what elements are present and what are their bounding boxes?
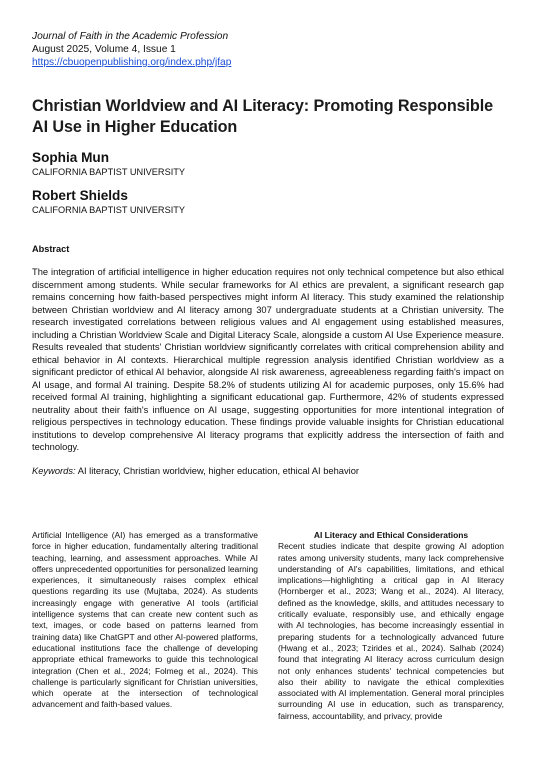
right-column: [278, 530, 504, 722]
abstract-text: The integration of artificial intelligence in higher education requires not only technical competence but also ethical discernment among students. While secular frameworks for AI ethics are prevalent, a significant research gap remains concerning how faith-based perspectives might inform AI literacy. This study examined the relationship between Christian worldview and AI literacy among 307 undergraduate students at a Christian university. The research investigated correlations between religious values and AI engagement using established measures, including a Christian Worldview Scale and Digital Literacy Scale, alongside a custom AI Use Experience measure. Results revealed that students' Christian worldview significantly correlates with critical comprehension ability and ethical behavior in AI contexts. Hierarchical multiple regression analysis identified Christian worldview as a significant predictor of ethical AI behavior, alongside AI risk awareness, agreeableness regarding faith's impact on AI usage, and formal AI training. Despite 58.2% of students utilizing AI for academic purposes, only 15.6% had received formal AI training, highlighting a significant educational gap. Furthermore, 42% of students expressed neutrality about their faith's influence on AI usage, suggesting opportunities for more intentional integration of religious perspectives in technology education. These findings provide valuable insights for Christian educational institutions to develop comprehensive AI literacy programs that explicitly address the intersection of faith and technology.: [32, 267, 504, 452]
intro-paragraph: Artificial Intelligence (AI) has emerged as a transformative force in higher education, fundamentally altering traditional teaching, learning, and assessment approaches. While AI offers unprecedented opportunities for personalized learning experiences, it simultaneously raises complex ethical questions regarding its use (Mujtaba, 2024). As students increasingly engage with generative AI tools (artificial intelligence systems that can create new content such as text, images, or code based on patterns learned from training data) like ChatGPT and other AI-powered platforms, educational institutions face the challenge of developing appropriate ethical frameworks to guide this technological integration (Chen et al., 2024; Folmeg et al., 2024). This challenge is particularly significant for Christian universities, which operate at the intersection of technological advancement and faith-based values.: [32, 530, 258, 710]
author-name: Sophia Mun: [32, 150, 110, 165]
author-block: [32, 149, 504, 178]
article-front-page: [32, 30, 504, 477]
author-name: Robert Shields: [32, 188, 128, 203]
body-columns: [32, 530, 504, 722]
article-title: Christian Worldview and AI Literacy: Promoting Responsible AI Use in Higher Education: [32, 97, 494, 136]
journal-issue: August 2025, Volume 4, Issue 1: [32, 44, 176, 55]
keywords-line: [32, 465, 504, 478]
abstract-heading: Abstract: [32, 244, 70, 254]
journal-name: Journal of Faith in the Academic Profession: [32, 31, 229, 42]
author-affiliation: CALIFORNIA BAPTIST UNIVERSITY: [32, 205, 185, 215]
left-column: [32, 530, 258, 722]
author-block: [32, 187, 504, 216]
author-affiliation: CALIFORNIA BAPTIST UNIVERSITY: [32, 167, 185, 177]
journal-header: [32, 30, 504, 69]
keywords-label: Keywords:: [32, 465, 76, 476]
keywords-text: AI literacy, Christian worldview, higher education, ethical AI behavior: [77, 465, 360, 476]
journal-url-link[interactable]: https://cbuopenpublishing.org/index.php/jfap: [32, 57, 232, 68]
section-heading: AI Literacy and Ethical Considerations: [313, 530, 469, 540]
section-paragraph: Recent studies indicate that despite growing AI adoption rates among university students, many lack comprehensive understanding of AI's capabilities, limitations, and ethical implications—highlighting a critical gap in AI literacy (Hornberger et al., 2023; Wang et al., 2024). AI literacy, defined as the knowledge, skills, and attitudes necessary to critically evaluate, responsibly use, and ethically engage with AI technologies, has become increasingly essential in preparing students for a technologically advanced future (Hwang et al., 2023; Tzirides et al., 2024). Salhab (2024) found that integrating AI literacy across curriculum design not only enhances students' technical competencies but also their ability to navigate the ethical complexities associated with AI implementation. General moral principles surrounding AI use in education, such as transparency, fairness, accountability, and privacy, provide: [278, 541, 504, 721]
